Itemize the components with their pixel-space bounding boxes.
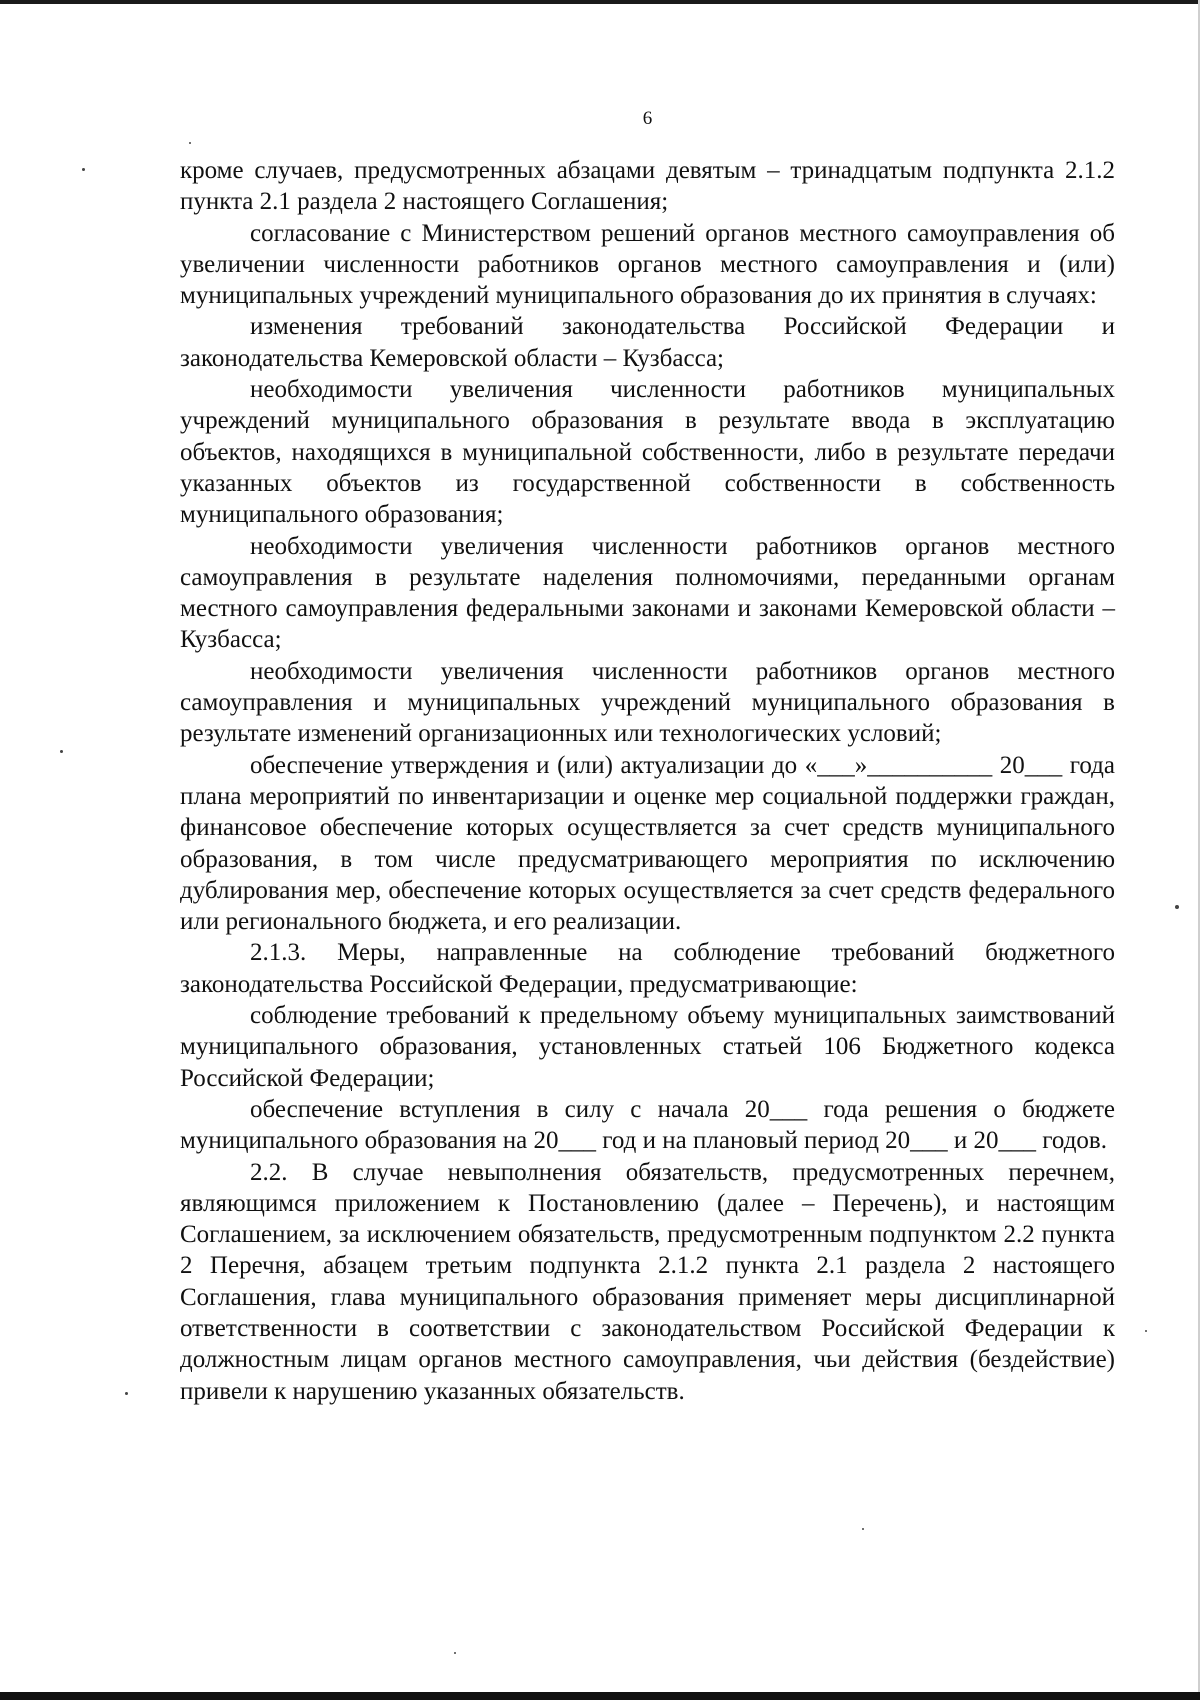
scan-speck: [454, 1652, 456, 1654]
paragraph-section-2-1-3: 2.1.3. Меры, направленные на соблюдение требований бюджетного законодательства Российской Федерации, предусматривающие:: [180, 939, 1115, 998]
page-number: 6: [642, 108, 653, 129]
paragraph-organizational-change: необходимости увеличения численности работников органов местного самоуправления и муниципальных учреждений муниципального образования в результате изменений организационных или технологических условий;: [180, 657, 1115, 748]
document-body: [180, 155, 1115, 1407]
scan-speck: [189, 142, 191, 144]
paragraph-budget-decision: обеспечение вступления в силу с начала 20___ года решения о бюджете муниципального образования на 20___ год и на плановый период 20___ и 20___ годов.: [180, 1095, 1115, 1155]
paragraph-institution-staff: необходимости увеличения численности работников муниципальных учреждений муниципального образования в результате ввода в эксплуатацию объектов, находящихся в муниципальной собственности, либо в результате передачи указанных объектов из государственной собственности в собственность муниципального образования;: [180, 376, 1115, 529]
paragraph-legislation-change: изменения требований законодательства Российской Федерации и законодательства Кемеровской области – Кузбасса;: [180, 313, 1115, 372]
paragraph-approval: согласование с Министерством решений органов местного самоуправления об увеличении численности работников органов местного самоуправления и (или) муниципальных учреждений муниципального образования до их принятия в случаях:: [180, 219, 1115, 310]
scan-top-edge: [0, 0, 1200, 4]
scan-speck: [60, 750, 63, 753]
paragraph-exceptions: кроме случаев, предусмотренных абзацами девятым – тринадцатым подпункта 2.1.2 пункта 2.1 раздела 2 настоящего Соглашения;: [180, 157, 1115, 216]
scan-speck: [1175, 905, 1179, 909]
paragraph-borrowing-limit: соблюдение требований к предельному объему муниципальных заимствований муниципального образования, установленных статьей 106 Бюджетного кодекса Российской Федерации;: [180, 1002, 1115, 1092]
scan-speck: [1145, 1330, 1147, 1332]
paragraph-social-support-plan: обеспечение утверждения и (или) актуализации до «___»__________ 20___ года плана мероприятий по инвентаризации и оценке мер социальной поддержки граждан, финансовое обеспечение которых осуществляется за счет средств муниципального образования, в том числе предусматривающего мероприятия по исключению дублирования мер, обеспечение которых осуществляется за счет средств федерального или регионального бюджета, и его реализации.: [180, 751, 1115, 936]
paragraph-authority-staff: необходимости увеличения численности работников органов местного самоуправления в результате наделения полномочиями, переданными органам местного самоуправления федеральными законами и законами Кемеровской области – Кузбасса;: [180, 532, 1115, 654]
scan-speck: [862, 1528, 864, 1530]
scan-speck: [125, 1392, 128, 1395]
paragraph-section-2-2: 2.2. В случае невыполнения обязательств, предусмотренных перечнем, являющимся приложением к Постановлению (далее – Перечень), и настоящим Соглашением, за исключением обязательств, предусмотренным подпунктом 2.2 пункта 2 Перечня, абзацем третьим подпункта 2.1.2 пункта 2.1 раздела 2 настоящего Соглашения, глава муниципального образования применяет меры дисциплинарной ответственности в соответствии с законодательством Российской Федерации к должностным лицам органов местного самоуправления, чьи действия (бездействие) привели к нарушению указанных обязательств.: [180, 1158, 1115, 1405]
scan-speck: [82, 168, 85, 171]
scan-bottom-edge: [0, 1692, 1200, 1700]
